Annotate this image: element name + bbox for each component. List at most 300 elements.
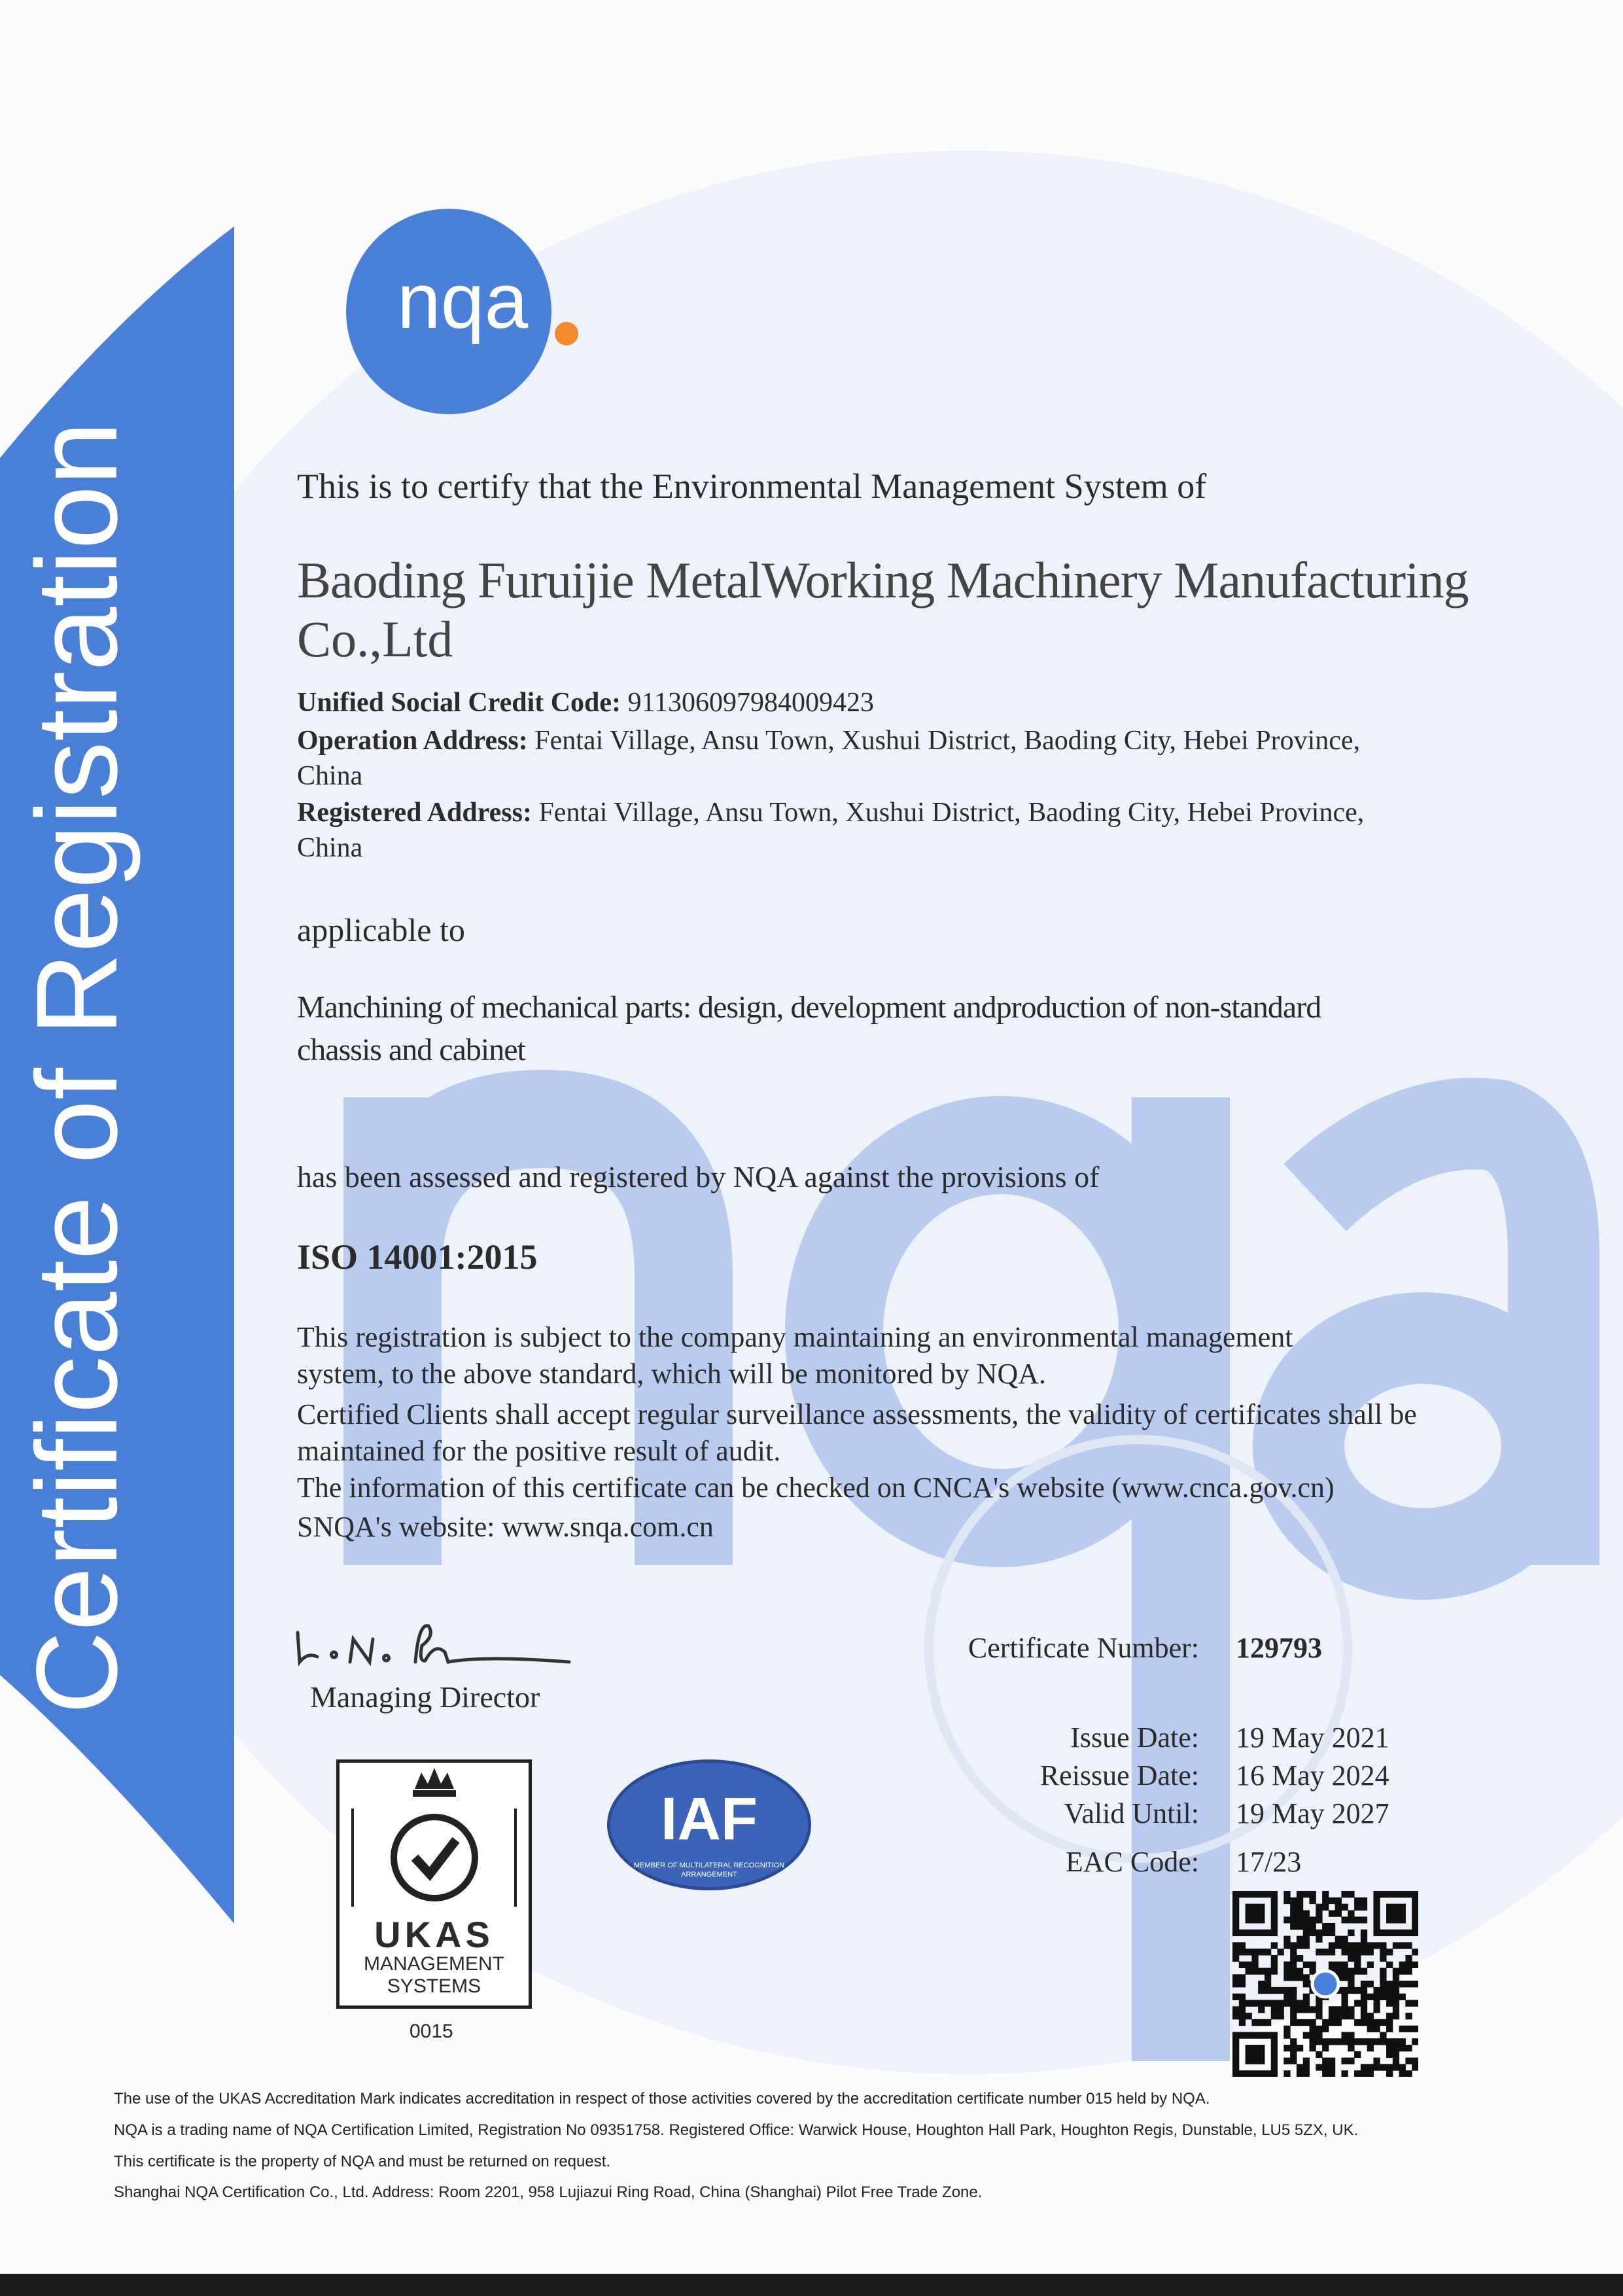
qr-module [1258,2058,1265,2064]
qr-module [1354,1955,1361,1962]
qr-module [1329,2064,1335,2070]
qr-module [1348,1974,1354,1981]
qr-module [1322,2058,1329,2064]
qr-module [1380,1981,1386,1987]
qr-module [1329,1898,1335,1904]
qr-module [1348,1930,1354,1936]
qr-module [1354,1898,1361,1904]
qr-module [1322,2045,1329,2051]
condition-line: maintained for the positive result of audit. [297,1435,781,1467]
qr-module [1380,1994,1386,2000]
qr-module [1335,2038,1342,2045]
qr-module [1232,2045,1239,2051]
qr-module [1361,2006,1367,2013]
qr-module [1303,2032,1310,2038]
qr-module [1303,2000,1310,2006]
qr-module [1341,1994,1348,2000]
qr-module [1271,1904,1278,1911]
qr-module [1412,2026,1418,2032]
qr-module [1283,1891,1290,1898]
qr-module [1258,1916,1265,1923]
qr-module [1373,2058,1380,2064]
qr-module [1316,1916,1322,1923]
qr-module [1405,2058,1412,2064]
qr-module [1290,2006,1297,2013]
qr-module [1361,2064,1367,2070]
qr-module [1386,2013,1393,2019]
qr-module [1251,2058,1258,2064]
qr-module [1322,1949,1329,1955]
qr-module [1258,2051,1265,2058]
qr-module [1341,2070,1348,2077]
qr-module [1393,1891,1399,1898]
qr-module [1297,2006,1303,2013]
qr-module [1283,1968,1290,1975]
qr-module [1239,1949,1246,1955]
qr-module [1303,1930,1310,1936]
qr-module [1316,1936,1322,1943]
qr-module [1399,1994,1406,2000]
qr-module [1329,1942,1335,1949]
iaf-mark [607,1759,811,1890]
logo-orange-dot [555,322,578,345]
qr-module [1412,2064,1418,2070]
qr-module [1348,2045,1354,2051]
qr-module [1361,1994,1367,2000]
qr-module [1232,1955,1239,1962]
qr-module [1297,2000,1303,2006]
qr-module [1271,1930,1278,1936]
qr-module [1271,1916,1278,1923]
qr-module [1393,1942,1399,1949]
qr-module [1232,2058,1239,2064]
qr-module [1271,1910,1278,1916]
qr-module [1251,1916,1258,1923]
qr-module [1283,1987,1290,1994]
qr-module [1297,2045,1303,2051]
qr-module [1246,2032,1252,2038]
qr-module [1239,2070,1246,2077]
qr-module [1373,2038,1380,2045]
qr-module [1341,2058,1348,2064]
qr-module [1335,2013,1342,2019]
qr-module [1341,2038,1348,2045]
qr-module [1246,1962,1252,1968]
qr-module [1258,2045,1265,2051]
qr-module [1361,1936,1367,1943]
qr-module [1290,1955,1297,1962]
qr-module [1329,1949,1335,1955]
qr-module [1316,2064,1322,2070]
qr-module [1373,1987,1380,1994]
side-title: Certificate of Registration [13,421,141,1714]
qr-module [1348,2013,1354,2019]
qr-module [1271,2013,1278,2019]
qr-module [1367,1942,1374,1949]
qr-module [1251,2070,1258,2077]
qr-module [1297,1936,1303,1943]
qr-module [1290,1916,1297,1923]
qr-module [1322,2070,1329,2077]
qr-module [1271,2058,1278,2064]
qr-module [1239,1981,1246,1987]
qr-module [1246,1891,1252,1898]
qr-module [1290,1962,1297,1968]
qr-module [1373,2006,1380,2013]
qr-module [1310,1891,1316,1898]
qr-module [1386,2064,1393,2070]
qr-module [1232,2032,1239,2038]
qr-module [1348,1891,1354,1898]
qr-module [1361,2013,1367,2019]
qr-module [1297,2019,1303,2026]
qr-module [1399,1891,1406,1898]
condition-line: SNQA's website: www.snqa.com.cn [297,1511,714,1543]
qr-module [1322,1930,1329,1936]
qr-module [1380,1949,1386,1955]
qr-module [1386,2070,1393,2077]
qr-module [1329,1923,1335,1930]
qr-module [1303,1981,1310,1987]
credit-code-label: Unified Social Credit Code: [297,688,621,718]
qr-module [1316,1910,1322,1916]
qr-module [1393,2013,1399,2019]
qr-module [1290,2051,1297,2058]
intro-text: This is to certify that the Environmental Management System of [297,467,1207,506]
qr-module [1239,1994,1246,2000]
qr-module [1373,1898,1380,1904]
qr-module [1380,1968,1386,1975]
qr-module [1278,2013,1284,2019]
qr-module [1335,1962,1342,1968]
qr-module [1297,1891,1303,1898]
qr-code[interactable] [1232,1891,1418,2077]
qr-module [1283,1994,1290,2000]
qr-module [1283,2070,1290,2077]
qr-module [1393,1904,1399,1911]
qr-module [1354,1904,1361,1911]
qr-module [1316,2013,1322,2019]
qr-module [1329,2019,1335,2026]
qr-module [1361,2070,1367,2077]
qr-module [1297,1904,1303,1911]
qr-module [1341,1891,1348,1898]
qr-module [1399,1942,1406,1949]
qr-module [1265,2019,1271,2026]
qr-module [1297,1916,1303,1923]
qr-module [1380,1930,1386,1936]
qr-module [1290,2013,1297,2019]
qr-module [1232,1981,1239,1987]
qr-module [1322,1891,1329,1898]
qr-module [1367,2013,1374,2019]
qr-module [1239,1891,1246,1898]
qr-module [1412,1962,1418,1968]
qr-module [1232,2038,1239,2045]
qr-module [1251,1968,1258,1975]
qr-module [1412,1904,1418,1911]
qr-module [1373,1904,1380,1911]
qr-module [1386,1930,1393,1936]
qr-module [1386,1916,1393,1923]
qr-module [1265,1974,1271,1981]
qr-module [1316,2051,1322,2058]
qr-module [1329,1930,1335,1936]
qr-module [1297,1974,1303,1981]
qr-module [1232,1942,1239,1949]
qr-module [1354,1987,1361,1994]
qr-module [1303,1962,1310,1968]
qr-module [1386,2000,1393,2006]
qr-module [1290,1994,1297,2000]
qr-module [1290,1904,1297,1911]
qr-module [1283,1942,1290,1949]
qr-module [1412,1949,1418,1955]
qr-module [1405,2026,1412,2032]
qr-module [1322,2064,1329,2070]
qr-module [1303,2058,1310,2064]
qr-module [1405,1955,1412,1962]
valid-until: 19 May 2027 [1236,1797,1389,1829]
qr-module [1297,1923,1303,1930]
qr-module [1393,2064,1399,2070]
qr-module [1393,1974,1399,1981]
qr-module [1271,1923,1278,1930]
qr-module [1393,1910,1399,1916]
qr-module [1232,1916,1239,1923]
qr-module [1310,2032,1316,2038]
qr-module [1283,2032,1290,2038]
qr-module [1303,1994,1310,2000]
qr-module [1251,1930,1258,1936]
qr-module [1335,1968,1342,1975]
qr-module [1271,2064,1278,2070]
qr-module [1297,1910,1303,1916]
qr-module [1290,1987,1297,1994]
qr-module [1399,2038,1406,2045]
qr-module [1290,1974,1297,1981]
qr-module [1232,2006,1239,2013]
registered-address-row [297,797,1364,828]
qr-module [1348,1968,1354,1975]
qr-module [1316,2006,1322,2013]
qr-module [1316,2038,1322,2045]
qr-module [1251,1949,1258,1955]
qr-module [1271,2045,1278,2051]
qr-module [1367,1981,1374,1987]
qr-module [1348,1981,1354,1987]
qr-module [1316,2032,1322,2038]
qr-module [1310,2006,1316,2013]
qr-module [1367,2045,1374,2051]
qr-module [1354,1962,1361,1968]
qr-module [1380,1974,1386,1981]
qr-module [1348,1916,1354,1923]
qr-module [1265,1987,1271,1994]
qr-module [1341,1987,1348,1994]
footer-line: NQA is a trading name of NQA Certification Limited, Registration No 09351758. Registered Office: Warwick House, Houghton Hall Park, Houghton Regis, Dunstable, LU5 5ZX, UK. [114,2121,1359,2139]
qr-module [1271,1987,1278,1994]
qr-module [1232,1898,1239,1904]
qr-module [1303,2064,1310,2070]
qr-module [1303,1942,1310,1949]
qr-module [1258,2032,1265,2038]
qr-module [1341,1936,1348,1943]
qr-module [1251,2032,1258,2038]
qr-module [1386,2038,1393,2045]
scope-line1: Manchining of mechanical parts: design, development andproduction of non-standard [297,990,1321,1025]
iaf-name: IAF [660,1786,758,1852]
qr-module [1258,1968,1265,1975]
qr-module [1399,1981,1406,1987]
certificate-number-label: Certificate Number: [968,1632,1199,1664]
qr-module [1316,1930,1322,1936]
footer-line: The use of the UKAS Accreditation Mark indicates accreditation in respect of those activities covered by the accreditation certificate number 015 held by NQA. [114,2090,1210,2108]
qr-module [1290,2038,1297,2045]
qr-module [1258,2070,1265,2077]
qr-module [1239,2000,1246,2006]
ukas-line1: MANAGEMENT [363,1953,504,1975]
qr-module [1367,2019,1374,2026]
qr-module [1316,2026,1322,2032]
qr-module [1271,2051,1278,2058]
qr-module [1367,1962,1374,1968]
qr-module [1335,1898,1342,1904]
qr-module [1322,1898,1329,1904]
qr-module [1278,1949,1284,1955]
qr-module [1405,2000,1412,2006]
qr-module [1341,2032,1348,2038]
qr-module [1393,1930,1399,1936]
qr-module [1290,1910,1297,1916]
ukas-line2: SYSTEMS [387,1975,481,1997]
qr-module [1322,1904,1329,1911]
qr-module [1361,1949,1367,1955]
qr-module [1251,1955,1258,1962]
qr-module [1310,1898,1316,1904]
qr-module [1290,1949,1297,1955]
qr-module [1251,2045,1258,2051]
qr-module [1232,1930,1239,1936]
qr-module [1232,1974,1239,1981]
qr-module [1232,2064,1239,2070]
qr-module [1386,1891,1393,1898]
qr-module [1303,1891,1310,1898]
qr-module [1393,2045,1399,2051]
qr-module [1239,1974,1246,1981]
qr-module [1380,2064,1386,2070]
qr-module [1258,1949,1265,1955]
qr-module [1258,2019,1265,2026]
qr-module [1373,2019,1380,2026]
qr-module [1271,1968,1278,1975]
crown-check-icon [340,1763,529,1913]
qr-module [1399,2064,1406,2070]
qr-logo [1312,1971,1338,1997]
qr-module [1316,1904,1322,1911]
company-name-line1: Baoding Furuijie MetalWorking Machinery Manufacturing [297,552,1469,609]
qr-module [1251,1962,1258,1968]
qr-module [1341,2013,1348,2019]
logo-text: nqa [397,257,529,345]
qr-module [1232,1949,1239,1955]
registered-address-line2: China [297,833,363,863]
qr-module [1335,1936,1342,1943]
applicable-to: applicable to [297,911,465,948]
qr-module [1354,2000,1361,2006]
qr-module [1239,1962,1246,1968]
qr-module [1380,1987,1386,1994]
qr-module [1246,1968,1252,1975]
qr-module [1335,1910,1342,1916]
qr-module [1265,2032,1271,2038]
qr-module [1373,1891,1380,1898]
qr-module [1246,1910,1252,1916]
qr-module [1373,2000,1380,2006]
qr-module [1335,1904,1342,1911]
qr-module [1246,2058,1252,2064]
registered-address-label: Registered Address: [297,798,532,828]
qr-module [1232,1994,1239,2000]
operation-address-row [297,725,1360,756]
qr-module [1290,1968,1297,1975]
qr-module [1271,1962,1278,1968]
qr-module [1361,1916,1367,1923]
qr-module [1335,2019,1342,2026]
qr-module [1271,1942,1278,1949]
qr-module [1246,1930,1252,1936]
qr-module [1283,1974,1290,1981]
qr-module [1283,2045,1290,2051]
qr-module [1258,1981,1265,1987]
qr-module [1348,1942,1354,1949]
qr-module [1271,1898,1278,1904]
qr-module [1297,2070,1303,2077]
qr-module [1386,1962,1393,1968]
qr-module [1373,1910,1380,1916]
qr-module [1265,1891,1271,1898]
qr-module [1405,1981,1412,1987]
issue-date-label: Issue Date: [1070,1722,1199,1754]
qr-module [1393,1981,1399,1987]
qr-module [1354,1949,1361,1955]
qr-module [1412,1981,1418,1987]
credit-code-row [297,687,874,718]
qr-module [1290,1942,1297,1949]
qr-module [1412,1910,1418,1916]
qr-module [1329,1962,1335,1968]
condition-line: Certified Clients shall accept regular surveillance assessments, the validity of certificates shall be [297,1398,1417,1430]
qr-module [1399,1910,1406,1916]
company-name-line2: Co.,Ltd [297,610,453,667]
qr-module [1348,2006,1354,2013]
qr-module [1399,1916,1406,1923]
credit-code-value: 911306097984009423 [627,688,874,718]
qr-module [1380,2038,1386,2045]
qr-module [1232,1891,1239,1898]
qr-module [1303,2070,1310,2077]
qr-module [1361,1942,1367,1949]
qr-module [1399,1962,1406,1968]
qr-module [1399,1930,1406,1936]
qr-module [1271,2032,1278,2038]
qr-module [1316,1949,1322,1955]
qr-module [1386,2026,1393,2032]
qr-module [1303,2006,1310,2013]
qr-module [1412,1923,1418,1930]
qr-module [1239,2019,1246,2026]
qr-module [1341,1949,1348,1955]
